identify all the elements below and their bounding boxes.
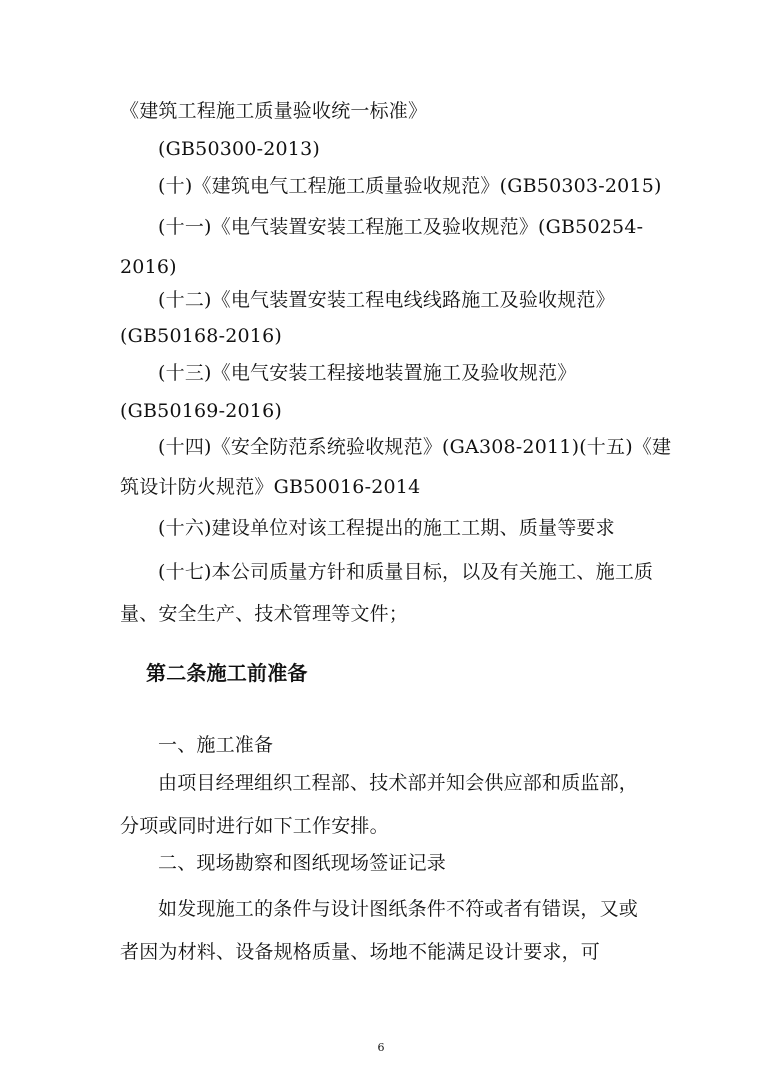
text-line: (十一)《电气装置安装工程施工及验收规范》(GB50254- [158, 216, 644, 238]
text-line: (GB50168-2016) [120, 325, 282, 347]
text-line: (GB50169-2016) [120, 400, 282, 422]
text-line: 量、安全生产、技术管理等文件； [120, 603, 409, 625]
text-line: 分项或同时进行如下工作安排。 [120, 815, 389, 837]
text-line: 二、现场勘察和图纸现场签证记录 [158, 852, 447, 874]
section-heading: 第二条施工前准备 [146, 661, 308, 685]
text-line: (十二)《电气装置安装工程电线线路施工及验收规范》 [158, 289, 615, 311]
text-line: 由项目经理组织工程部、技术部并知会供应部和质监部， [158, 772, 639, 794]
text-line: 2016) [120, 256, 177, 278]
page-number: 6 [377, 1041, 385, 1054]
text-line: (十三)《电气安装工程接地装置施工及验收规范》 [158, 362, 577, 384]
text-line: (十)《建筑电气工程施工质量验收规范》(GB50303-2015) [158, 175, 662, 197]
text-line: (十七)本公司质量方针和质量目标，以及有关施工、施工质 [158, 561, 654, 583]
text-line: 者因为材料、设备规格质量、场地不能满足设计要求，可 [120, 941, 601, 963]
text-line: 如发现施工的条件与设计图纸条件不符或者有错误，又或 [158, 898, 639, 920]
text-line: 《建筑工程施工质量验收统一标准》 [120, 100, 428, 122]
text-line: (GB50300-2013) [158, 138, 320, 160]
text-line: (十六)建设单位对该工程提出的施工工期、质量等要求 [158, 517, 615, 539]
text-line: (十四)《安全防范系统验收规范》(GA308-2011)(十五)《建 [158, 436, 672, 458]
text-line: 筑设计防火规范》GB50016-2014 [120, 476, 421, 498]
text-line: 一、施工准备 [158, 734, 274, 756]
